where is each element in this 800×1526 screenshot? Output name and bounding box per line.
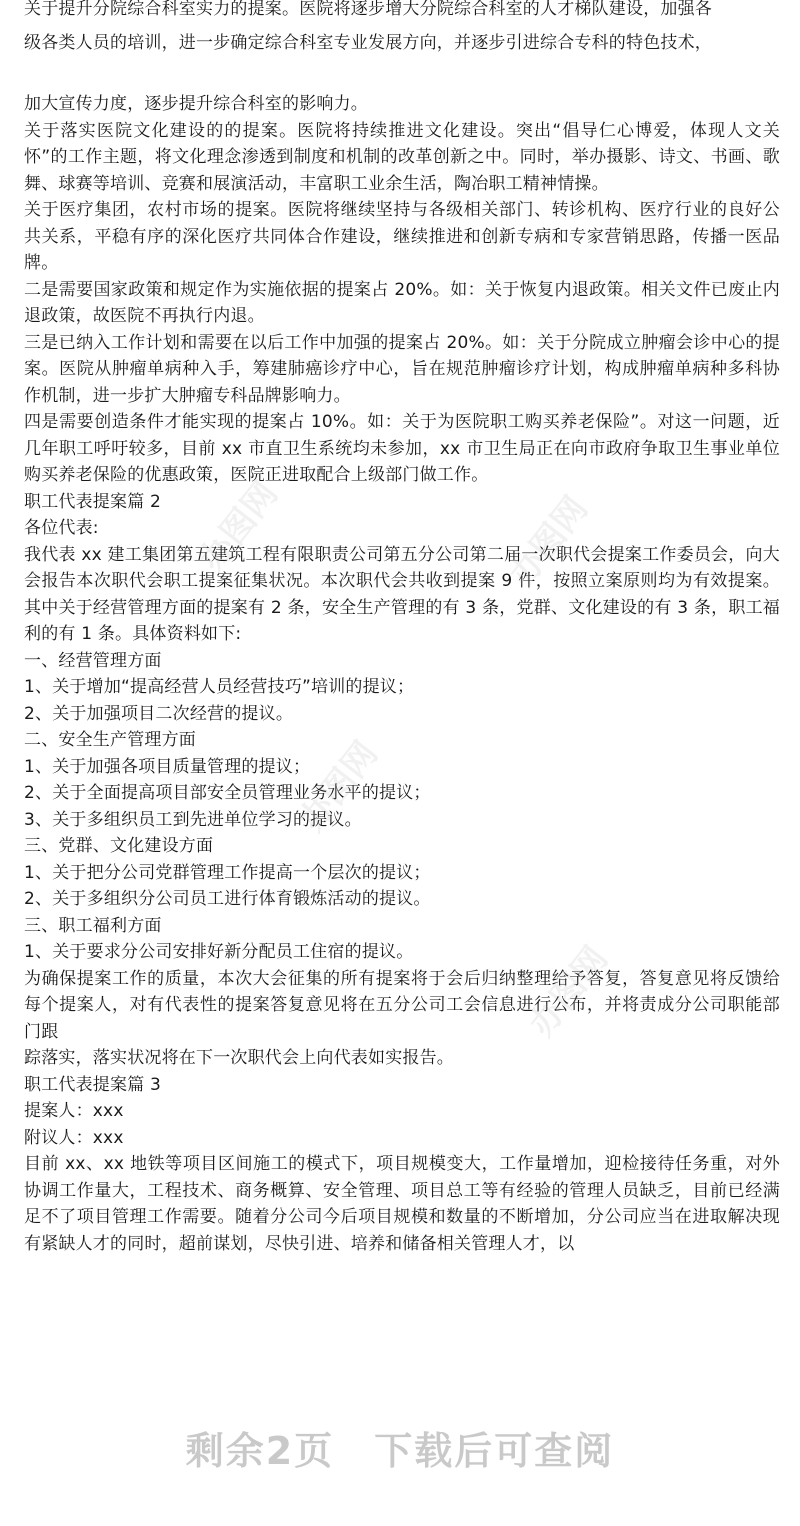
paragraph: 踪落实，落实状况将在下一次职代会上向代表如实报告。 (24, 1048, 454, 1068)
section-heading: 职工代表提案篇 3 (24, 1074, 162, 1095)
watermark: 办图网 (521, 939, 616, 1045)
list-item: 1、关于把分公司党群管理工作提高一个层次的提议； (24, 862, 431, 883)
list-item: 1、关于增加“提高经营人员经营技巧”培训的提议； (24, 677, 415, 697)
document-body (24, 91, 780, 1257)
paragraph: 三是已纳入工作计划和需要在以后工作中加强的提案占 20%。如：关于分院成立肿瘤会诊中心的提案。医院从肿瘤单病种入手，筹建肺癌诊疗中心，旨在规范肿瘤诊疗计划，构成肿瘤单病种多科协作机制，进一步扩大肿瘤专科品牌影响力。 (24, 332, 780, 406)
paragraph: 四是需要创造条件才能实现的提案占 10%。如：关于为医院职工购买养老保险”。对这一问题，近几年职工呼吁较多，目前 xx 市直卫生系统均未参加，xx 市卫生局正在向市政府争取卫生事业单位购买养老保险的优惠政策，医院正进取配合上级部门做工作。 (24, 412, 780, 485)
paragraph: 目前 xx、xx 地铁等项目区间施工的模式下，项目规模变大，工作量增加，迎检接待任务重，对外协调工作量大，工程技术、商务概算、安全管理、项目总工等有经验的管理人员缺乏，目前已经满足不了项目管理工作需要。随着分公司今后项目规模和数量的不断增加，分公司应当在进取解决现有紧缺人才的同时，超前谋划，尽快引进、培养和储备相关管理人才，以 (24, 1154, 780, 1254)
salutation: 各位代表: (24, 518, 99, 538)
watermark: 办图网 (501, 489, 596, 595)
paragraph: 为确保提案工作的质量，本次大会征集的所有提案将于会后归纳整理给予答复，答复意见将反馈给每个提案人，对有代表性的提案答复意见将在五分公司工会信息进行公布，并将责成分公司职能部门跟 (24, 968, 780, 1042)
list-heading: 三、党群、文化建设方面 (24, 836, 214, 856)
section-heading: 职工代表提案篇 2 (24, 491, 162, 512)
proposer-line: 提案人：xxx (24, 1101, 124, 1121)
paragraph: 我代表 xx 建工集团第五建筑工程有限职责公司第五分公司第二届一次职代会提案工作委员会，向大会报告本次职代会职工提案征集状况。本次职代会共收到提案 9 件，按照立案原则均为有效提案。其中关于经营管理方面的提案有 2 条，安全生产管理的有 3 条，党群、文化建设的有 3 条，职工福利的有 1 条。具体资料如下: (24, 544, 780, 644)
top-line-1: 关于提升分院综合科室实力的提案。医院将逐步增大分院综合科室的人才梯队建设，加强各 (24, 0, 712, 19)
list-item: 2、关于多组织分公司员工进行体育锻炼活动的提议。 (24, 889, 431, 909)
paragraph: 二是需要国家政策和规定作为实施依据的提案占 20%。如：关于恢复内退政策。相关文件已废止内退政策，故医院不再执行内退。 (24, 279, 780, 326)
paragraph: 加大宣传力度，逐步提升综合科室的影响力。 (24, 94, 368, 114)
remaining-pages-banner[interactable] (0, 1420, 800, 1475)
list-item: 2、关于全面提高项目部安全员管理业务水平的提议； (24, 783, 431, 803)
list-item: 2、关于加强项目二次经营的提议。 (24, 703, 294, 724)
download-to-view-text: 下载后可查阅 (374, 1429, 615, 1473)
list-heading: 一、经营管理方面 (24, 650, 162, 671)
list-heading: 三、职工福利方面 (24, 915, 162, 936)
clipped-top-text (24, 0, 780, 60)
top-line-2: 级各类人员的培训，进一步确定综合科室专业发展方向，并逐步引进综合专科的特色技术， (24, 33, 712, 53)
list-item: 1、关于加强各项目质量管理的提议； (24, 756, 311, 777)
watermark: 办图网 (191, 474, 286, 580)
list-item: 3、关于多组织员工到先进单位学习的提议。 (24, 809, 362, 830)
paragraph: 关于医疗集团，农村市场的提案。医院将继续坚持与各级相关部门、转诊机构、医疗行业的良好公共关系，平稳有序的深化医疗共同体合作建设，继续推进和创新专病和专家营销思路，传播一医品牌。 (24, 200, 780, 273)
seconder-line: 附议人：xxx (24, 1127, 124, 1148)
remaining-pages-text: 剩余2页 (185, 1429, 335, 1473)
watermark: 办图网 (291, 734, 386, 840)
paragraph: 关于落实医院文化建设的的提案。医院将持续推进文化建设。突出“倡导仁心博爱，体现人文关怀”的工作主题，将文化理念渗透到制度和机制的改革创新之中。同时，举办摄影、诗文、书画、歌舞、球赛等培训、竞赛和展演活动，丰富职工业余生活，陶冶职工精神情操。 (24, 120, 780, 194)
list-heading: 二、安全生产管理方面 (24, 730, 196, 750)
list-item: 1、关于要求分公司安排好新分配员工住宿的提议。 (24, 942, 414, 962)
